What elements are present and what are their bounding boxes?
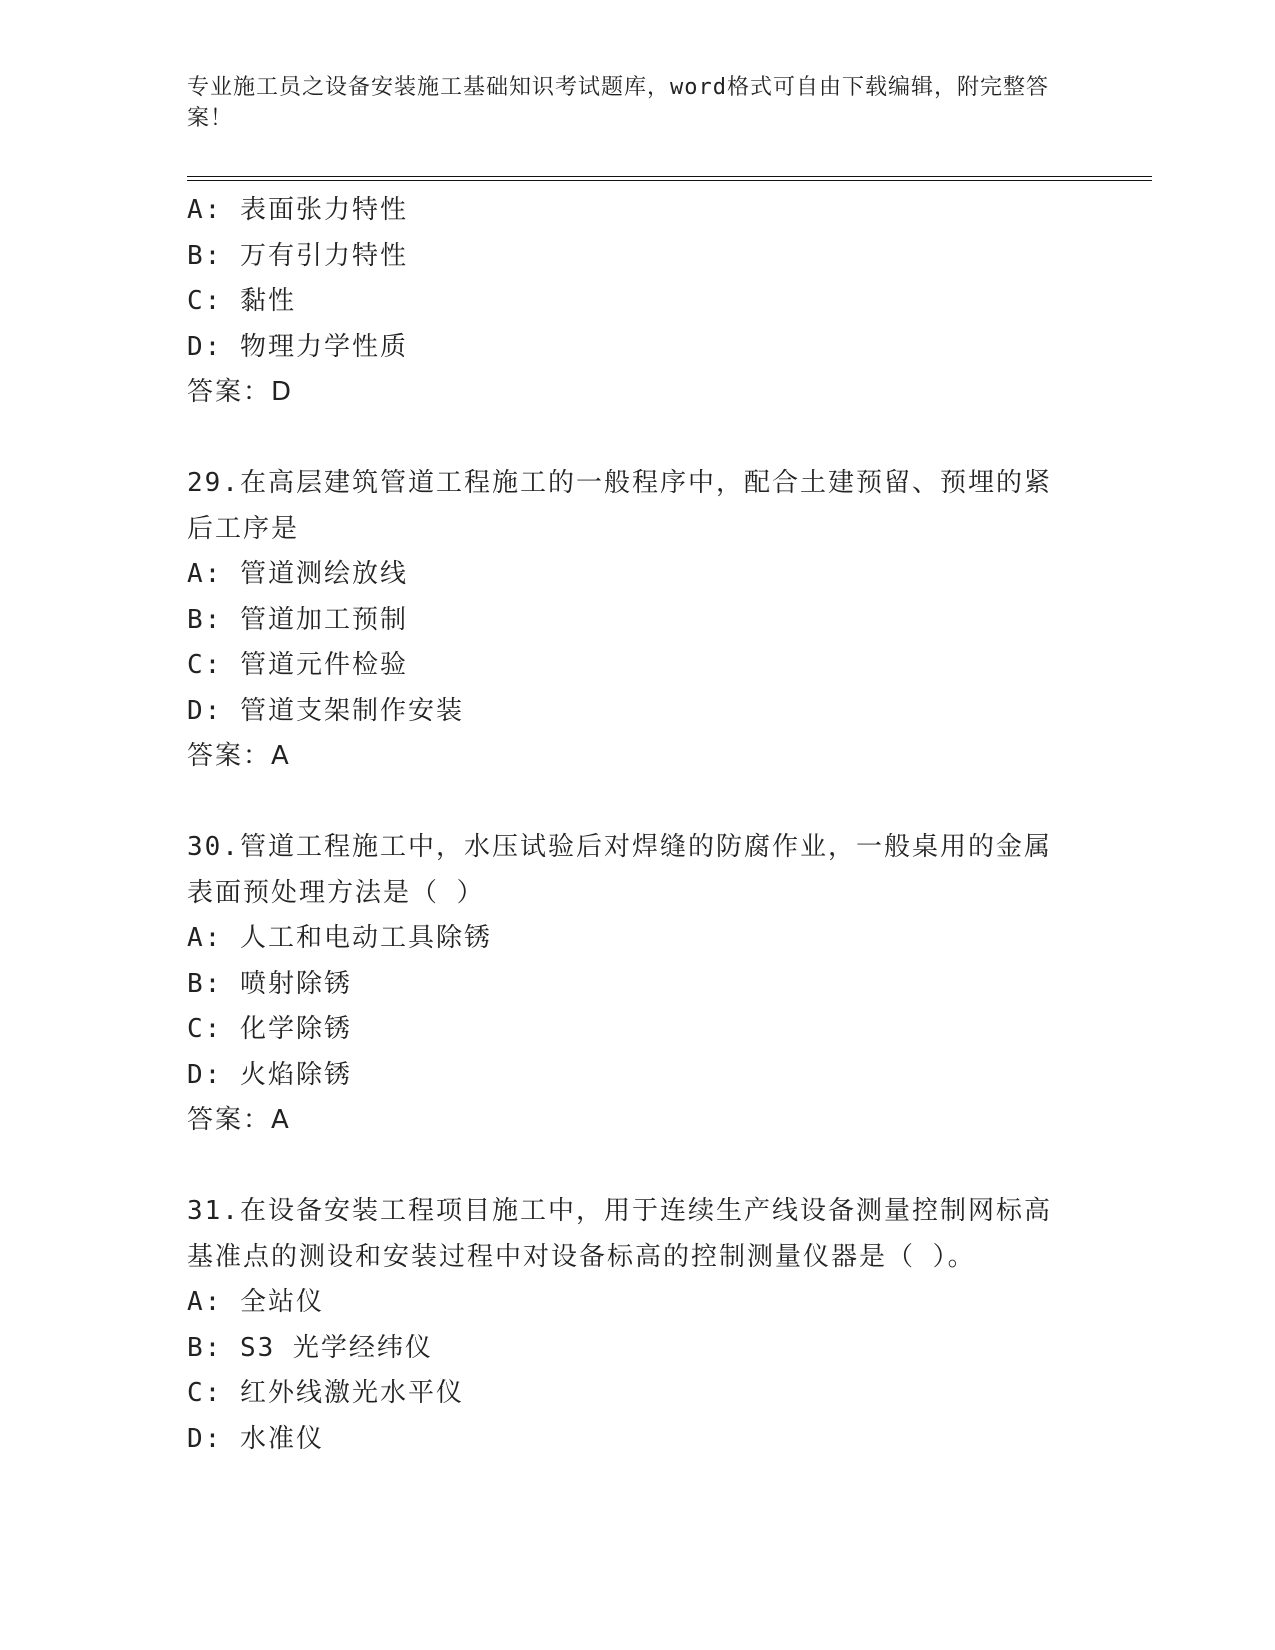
option-c: C: 黏性 — [187, 286, 296, 316]
spacer — [187, 1144, 1067, 1190]
spacer — [187, 780, 1067, 826]
option-c: C: 管道元件检验 — [187, 650, 408, 680]
option-b: B: S3 光学经纬仪 — [187, 1332, 433, 1363]
option-d: D: 管道支架制作安装 — [187, 695, 464, 726]
answer-line: 答案：A — [187, 741, 291, 771]
option-a: A: 管道测绘放线 — [187, 559, 408, 589]
option-c: C: 红外线激光水平仪 — [187, 1378, 464, 1408]
option-d: D: 水准仪 — [187, 1423, 324, 1454]
option-d: D: 物理力学性质 — [187, 331, 408, 362]
question-text: 29.在高层建筑管道工程施工的一般程序中，配合土建预留、预埋的紧后工序是 — [187, 468, 1052, 544]
option-b: B: 喷射除锈 — [187, 968, 352, 999]
question-block-31 — [187, 1189, 1067, 1462]
option-d: D: 火焰除锈 — [187, 1059, 352, 1090]
question-block-28 — [187, 188, 1067, 416]
document-header: 专业施工员之设备安装施工基础知识考试题库，word格式可自由下载编辑，附完整答案！ — [187, 75, 1049, 131]
option-b: B: 万有引力特性 — [187, 240, 408, 271]
question-text: 30.管道工程施工中，水压试验后对焊缝的防腐作业，一般桌用的金属表面预处理方法是（ ） — [187, 832, 1052, 908]
answer-line: 答案：A — [187, 1105, 291, 1135]
question-list — [187, 188, 1067, 1462]
option-a: A: 人工和电动工具除锈 — [187, 923, 492, 953]
spacer — [187, 416, 1067, 462]
question-block-29 — [187, 461, 1067, 780]
option-a: A: 全站仪 — [187, 1287, 324, 1317]
option-a: A: 表面张力特性 — [187, 195, 408, 225]
question-block-30 — [187, 825, 1067, 1144]
question-text: 31.在设备安装工程项目施工中，用于连续生产线设备测量控制网标高基准点的测设和安装过程中对设备标高的控制测量仪器是（ ）。 — [187, 1196, 1052, 1272]
answer-line: 答案：D — [187, 377, 294, 407]
option-b: B: 管道加工预制 — [187, 604, 408, 635]
header-divider — [187, 176, 1152, 181]
option-c: C: 化学除锈 — [187, 1014, 352, 1044]
